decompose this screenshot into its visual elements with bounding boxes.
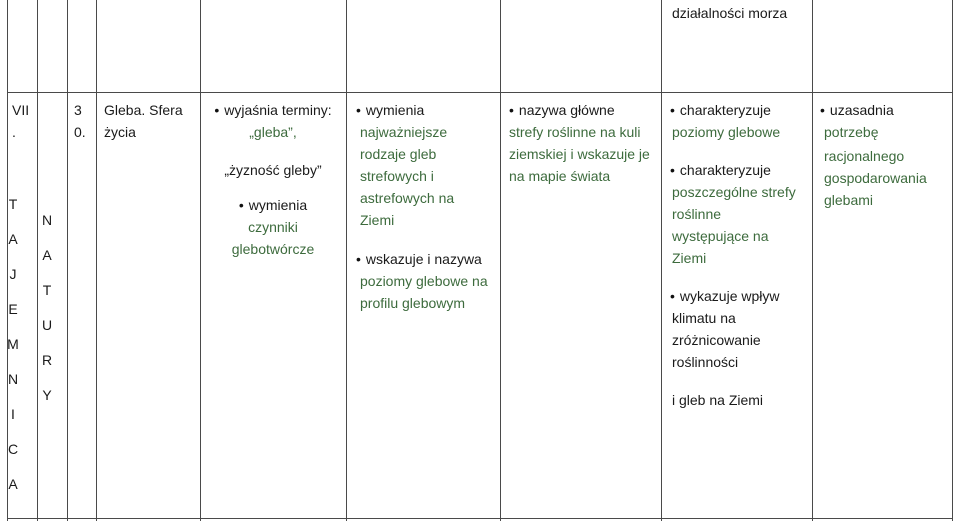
letter: I: [11, 406, 15, 422]
top-row-text: działalności morza: [672, 5, 788, 21]
bullet-item: • nazywa główne: [509, 99, 615, 121]
letter: N: [7, 371, 19, 387]
text-line: klimatu na: [672, 310, 736, 326]
bullet-item: • wymienia: [356, 99, 424, 121]
grid-line: [37, 0, 38, 521]
bullet-item: • wskazuje i nazywa: [356, 248, 482, 270]
bullet-item: • wyjaśnia terminy:: [200, 99, 346, 121]
bullet-item: • wykazuje wpływ: [670, 285, 780, 307]
letter: T: [8, 196, 18, 212]
lesson-number-suffix: 0.: [74, 124, 86, 140]
letter: N: [41, 212, 53, 228]
grid-line: [346, 0, 347, 521]
text-line: i gleb na Ziemi: [672, 392, 764, 408]
grid-line: [7, 92, 953, 93]
section-number: VII: [12, 102, 30, 118]
grid-line: [7, 518, 953, 519]
grid-line: [812, 0, 813, 521]
text-line: strefowych i: [360, 168, 434, 184]
text-line: na mapie świata: [509, 168, 611, 184]
text-line: Ziemi: [360, 212, 395, 228]
text-line: glebami: [824, 192, 874, 208]
text-line: potrzebę: [824, 124, 879, 140]
letter: J: [9, 266, 17, 282]
grid-line: [96, 0, 97, 521]
text-line: występujące na: [672, 228, 769, 244]
text-line: glebotwórcze: [231, 241, 315, 257]
lesson-number: 3: [74, 102, 82, 118]
text-line: ziemskiej i wskazuje je: [509, 146, 650, 162]
grid-line: [500, 0, 501, 521]
letter: M: [7, 336, 19, 352]
section-number-dot: .: [12, 124, 16, 140]
letter: E: [8, 301, 18, 317]
letter: A: [8, 231, 18, 247]
letter: Y: [42, 387, 52, 403]
text-line: „gleba”,: [249, 124, 297, 140]
letter: C: [7, 441, 19, 457]
text-line: roślinności: [672, 354, 739, 370]
text-line: poszczególne strefy: [672, 184, 796, 200]
text-line: gospodarowania: [824, 170, 927, 186]
lesson-topic: Gleba. Sfera: [104, 102, 183, 118]
letter: U: [41, 317, 53, 333]
text-line: strefy roślinne na kuli: [509, 124, 641, 140]
letter: R: [41, 352, 53, 368]
grid-line: [661, 0, 662, 521]
text-line: Ziemi: [672, 250, 707, 266]
text-line: najważniejsze: [360, 124, 448, 140]
text-line: czynniki: [248, 219, 298, 235]
text-line: roślinne: [672, 206, 722, 222]
text-line: poziomy glebowe: [672, 124, 781, 140]
bullet-item: • uzasadnia: [820, 99, 894, 121]
bullet-item: • charakteryzuje: [670, 159, 771, 181]
lesson-topic: życia: [104, 124, 136, 140]
letter: T: [42, 282, 52, 298]
grid-line: [67, 0, 68, 521]
grid-line: [200, 0, 201, 521]
text-line: zróżnicowanie: [672, 332, 761, 348]
text-line: „żyzność gleby”: [224, 162, 322, 178]
text-line: poziomy glebowe na: [360, 273, 488, 289]
text-line: profilu glebowym: [360, 295, 466, 311]
bullet-item: • wymienia: [200, 194, 346, 216]
text-line: racjonalnego: [824, 148, 905, 164]
text-line: astrefowych na: [360, 190, 455, 206]
letter: A: [42, 247, 52, 263]
text-line: rodzaje gleb: [360, 146, 437, 162]
letter: A: [8, 476, 18, 492]
bullet-item: • charakteryzuje: [670, 99, 771, 121]
grid-line: [952, 0, 953, 521]
